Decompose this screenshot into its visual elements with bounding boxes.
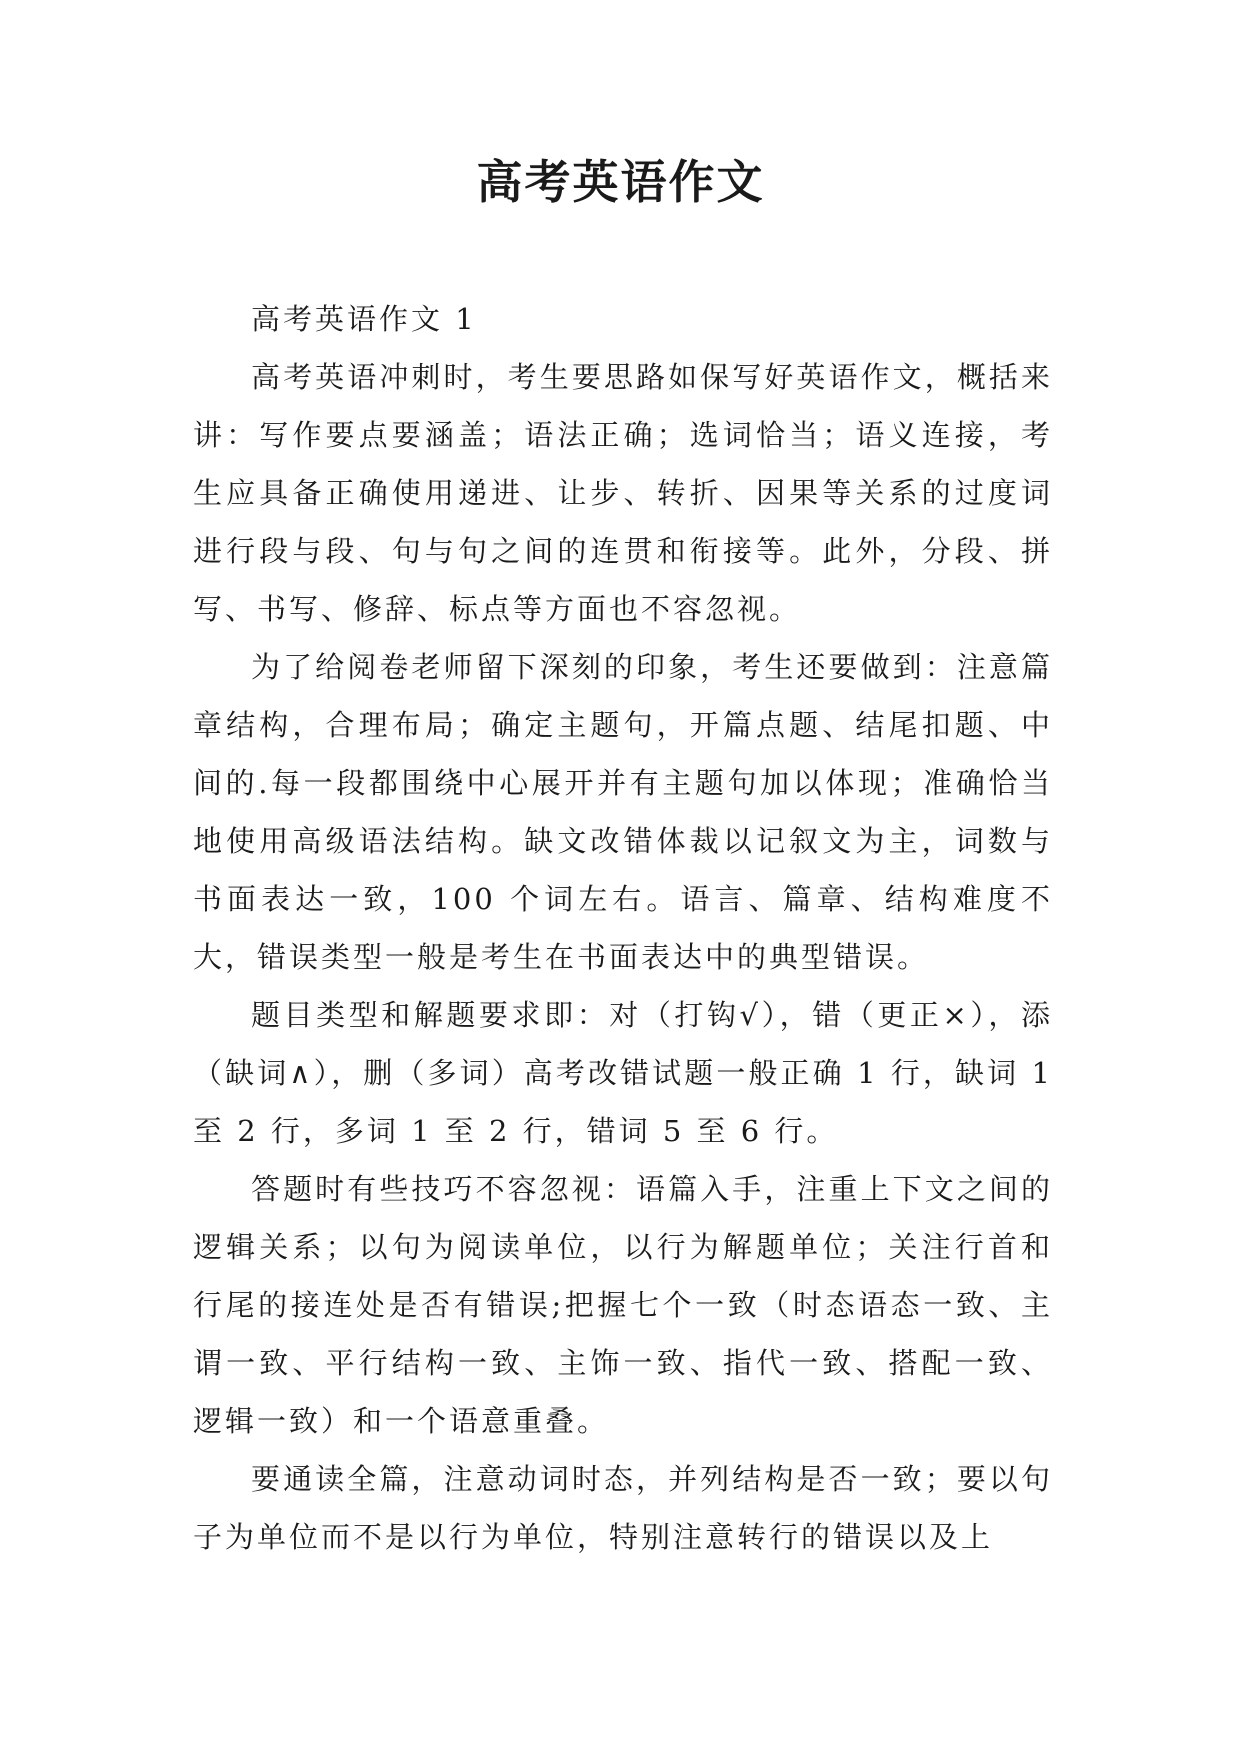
document-body bbox=[193, 290, 1053, 1566]
paragraph: 答题时有些技巧不容忽视：语篇入手，注重上下文之间的逻辑关系；以句为阅读单位，以行为解题单位；关注行首和行尾的接连处是否有错误;把握七个一致（时态语态一致、主谓一致、平行结构一致、主饰一致、指代一致、搭配一致、逻辑一致）和一个语意重叠。 bbox=[193, 1172, 1053, 1438]
paragraph: 要通读全篇，注意动词时态，并列结构是否一致；要以句子为单位而不是以行为单位，特别注意转行的错误以及上 bbox=[193, 1462, 1053, 1554]
page-title: 高考英语作文 bbox=[476, 155, 765, 209]
paragraph: 为了给阅卷老师留下深刻的印象，考生还要做到：注意篇章结构，合理布局；确定主题句，开篇点题、结尾扣题、中间的.每一段都围绕中心展开并有主题句加以体现；准确恰当地使用高级语法结构。缺文改错体裁以记叙文为主，词数与书面表达一致，100 个词左右。语言、篇章、结构难度不大，错误类型一般是考生在书面表达中的典型错误。 bbox=[193, 650, 1053, 974]
paragraph: 高考英语冲刺时，考生要思路如保写好英语作文，概括来讲：写作要点要涵盖；语法正确；选词恰当；语义连接，考生应具备正确使用递进、让步、转折、因果等关系的过度词进行段与段、句与句之间的连贯和衔接等。此外，分段、拼写、书写、修辞、标点等方面也不容忽视。 bbox=[193, 360, 1053, 626]
section-heading: 高考英语作文 1 bbox=[251, 302, 477, 336]
paragraph: 题目类型和解题要求即：对（打钩√），错（更正×），添（缺词∧），删（多词）高考改错试题一般正确 1 行，缺词 1 至 2 行，多词 1 至 2 行，错词 5 至 6 行。 bbox=[193, 998, 1053, 1148]
